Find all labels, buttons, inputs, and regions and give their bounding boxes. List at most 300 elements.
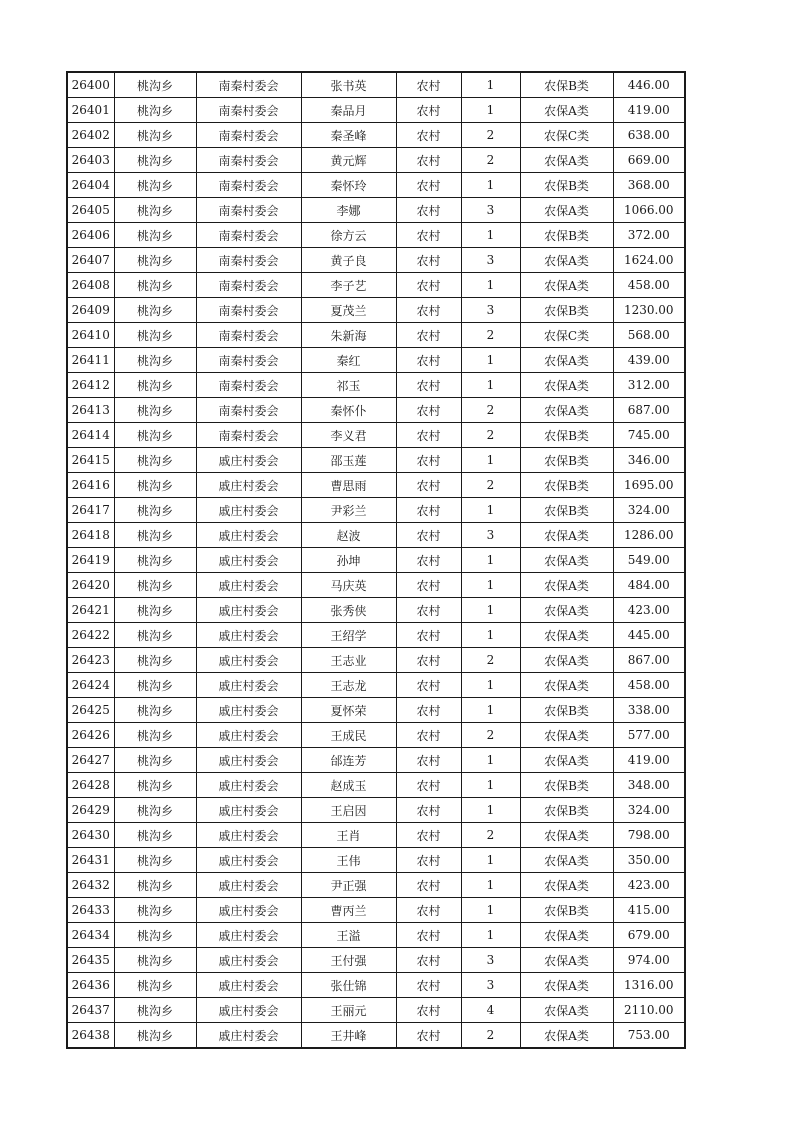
- table-row: [67, 248, 685, 273]
- cell-amount: 458.00: [613, 673, 685, 698]
- cell-village-committee: 戚庄村委会: [196, 473, 301, 498]
- cell-insurance-category: 农保B类: [520, 898, 613, 923]
- cell-person-name: 李义君: [301, 423, 396, 448]
- cell-township: 桃沟乡: [114, 873, 196, 898]
- cell-resident-type: 农村: [396, 923, 461, 948]
- cell-insurance-category: 农保A类: [520, 848, 613, 873]
- cell-resident-type: 农村: [396, 348, 461, 373]
- cell-record-id: 26431: [67, 848, 114, 873]
- cell-resident-type: 农村: [396, 748, 461, 773]
- cell-amount: 1624.00: [613, 248, 685, 273]
- cell-person-count: 2: [461, 148, 520, 173]
- cell-record-id: 26403: [67, 148, 114, 173]
- cell-amount: 577.00: [613, 723, 685, 748]
- cell-amount: 324.00: [613, 498, 685, 523]
- cell-resident-type: 农村: [396, 248, 461, 273]
- cell-record-id: 26412: [67, 373, 114, 398]
- table-row: [67, 973, 685, 998]
- cell-person-count: 2: [461, 473, 520, 498]
- cell-amount: 458.00: [613, 273, 685, 298]
- cell-resident-type: 农村: [396, 72, 461, 98]
- cell-insurance-category: 农保A类: [520, 198, 613, 223]
- cell-insurance-category: 农保A类: [520, 398, 613, 423]
- table-row: [67, 72, 685, 98]
- cell-township: 桃沟乡: [114, 373, 196, 398]
- cell-person-count: 2: [461, 648, 520, 673]
- cell-village-committee: 戚庄村委会: [196, 498, 301, 523]
- cell-township: 桃沟乡: [114, 173, 196, 198]
- cell-record-id: 26402: [67, 123, 114, 148]
- cell-village-committee: 戚庄村委会: [196, 948, 301, 973]
- cell-resident-type: 农村: [396, 273, 461, 298]
- cell-person-count: 1: [461, 448, 520, 473]
- table-row: [67, 898, 685, 923]
- cell-amount: 350.00: [613, 848, 685, 873]
- cell-amount: 484.00: [613, 573, 685, 598]
- cell-record-id: 26436: [67, 973, 114, 998]
- cell-resident-type: 农村: [396, 823, 461, 848]
- cell-village-committee: 戚庄村委会: [196, 523, 301, 548]
- cell-insurance-category: 农保A类: [520, 523, 613, 548]
- table-row: [67, 98, 685, 123]
- table-row: [67, 423, 685, 448]
- cell-person-count: 3: [461, 198, 520, 223]
- cell-record-id: 26410: [67, 323, 114, 348]
- cell-person-name: 王绍学: [301, 623, 396, 648]
- cell-resident-type: 农村: [396, 98, 461, 123]
- cell-township: 桃沟乡: [114, 523, 196, 548]
- cell-insurance-category: 农保A类: [520, 248, 613, 273]
- cell-resident-type: 农村: [396, 398, 461, 423]
- cell-person-count: 1: [461, 373, 520, 398]
- cell-amount: 867.00: [613, 648, 685, 673]
- cell-insurance-category: 农保A类: [520, 823, 613, 848]
- cell-record-id: 26429: [67, 798, 114, 823]
- cell-amount: 312.00: [613, 373, 685, 398]
- cell-resident-type: 农村: [396, 648, 461, 673]
- cell-record-id: 26421: [67, 598, 114, 623]
- cell-person-name: 马庆英: [301, 573, 396, 598]
- cell-person-name: 黄元辉: [301, 148, 396, 173]
- table-row: [67, 198, 685, 223]
- cell-resident-type: 农村: [396, 623, 461, 648]
- cell-insurance-category: 农保A类: [520, 98, 613, 123]
- cell-record-id: 26418: [67, 523, 114, 548]
- table-row: [67, 673, 685, 698]
- cell-amount: 423.00: [613, 873, 685, 898]
- cell-resident-type: 农村: [396, 873, 461, 898]
- cell-village-committee: 戚庄村委会: [196, 623, 301, 648]
- cell-amount: 446.00: [613, 72, 685, 98]
- cell-record-id: 26430: [67, 823, 114, 848]
- cell-insurance-category: 农保A类: [520, 923, 613, 948]
- cell-record-id: 26420: [67, 573, 114, 598]
- cell-amount: 745.00: [613, 423, 685, 448]
- cell-insurance-category: 农保A类: [520, 1023, 613, 1049]
- cell-amount: 1286.00: [613, 523, 685, 548]
- cell-township: 桃沟乡: [114, 648, 196, 673]
- cell-person-count: 2: [461, 423, 520, 448]
- cell-amount: 423.00: [613, 598, 685, 623]
- table-row: [67, 648, 685, 673]
- cell-person-name: 夏茂兰: [301, 298, 396, 323]
- cell-township: 桃沟乡: [114, 498, 196, 523]
- cell-person-name: 徐方云: [301, 223, 396, 248]
- cell-village-committee: 戚庄村委会: [196, 798, 301, 823]
- cell-person-name: 张仕锦: [301, 973, 396, 998]
- cell-resident-type: 农村: [396, 448, 461, 473]
- cell-insurance-category: 农保A类: [520, 998, 613, 1023]
- cell-amount: 798.00: [613, 823, 685, 848]
- cell-insurance-category: 农保B类: [520, 173, 613, 198]
- cell-township: 桃沟乡: [114, 698, 196, 723]
- cell-township: 桃沟乡: [114, 998, 196, 1023]
- table-row: [67, 948, 685, 973]
- cell-village-committee: 戚庄村委会: [196, 1023, 301, 1049]
- cell-resident-type: 农村: [396, 198, 461, 223]
- cell-resident-type: 农村: [396, 423, 461, 448]
- cell-record-id: 26413: [67, 398, 114, 423]
- cell-insurance-category: 农保A类: [520, 648, 613, 673]
- cell-record-id: 26419: [67, 548, 114, 573]
- cell-person-name: 夏怀荣: [301, 698, 396, 723]
- cell-amount: 419.00: [613, 748, 685, 773]
- table-row: [67, 698, 685, 723]
- cell-person-count: 3: [461, 973, 520, 998]
- cell-person-count: 3: [461, 948, 520, 973]
- cell-person-name: 邰连芳: [301, 748, 396, 773]
- cell-township: 桃沟乡: [114, 223, 196, 248]
- cell-amount: 974.00: [613, 948, 685, 973]
- cell-township: 桃沟乡: [114, 398, 196, 423]
- cell-insurance-category: 农保A类: [520, 673, 613, 698]
- cell-person-name: 王肖: [301, 823, 396, 848]
- cell-person-name: 尹正强: [301, 873, 396, 898]
- cell-insurance-category: 农保C类: [520, 323, 613, 348]
- cell-township: 桃沟乡: [114, 148, 196, 173]
- cell-person-name: 李子艺: [301, 273, 396, 298]
- cell-amount: 348.00: [613, 773, 685, 798]
- cell-person-name: 王伟: [301, 848, 396, 873]
- cell-village-committee: 戚庄村委会: [196, 698, 301, 723]
- cell-person-count: 1: [461, 873, 520, 898]
- cell-township: 桃沟乡: [114, 98, 196, 123]
- cell-record-id: 26406: [67, 223, 114, 248]
- cell-person-name: 秦怀玲: [301, 173, 396, 198]
- cell-amount: 372.00: [613, 223, 685, 248]
- cell-insurance-category: 农保B类: [520, 798, 613, 823]
- table-row: [67, 498, 685, 523]
- cell-person-name: 王成民: [301, 723, 396, 748]
- cell-person-name: 曹思雨: [301, 473, 396, 498]
- cell-record-id: 26404: [67, 173, 114, 198]
- table-row: [67, 123, 685, 148]
- table-row: [67, 998, 685, 1023]
- cell-township: 桃沟乡: [114, 773, 196, 798]
- cell-resident-type: 农村: [396, 298, 461, 323]
- cell-person-count: 2: [461, 723, 520, 748]
- table-row: [67, 573, 685, 598]
- cell-person-count: 1: [461, 548, 520, 573]
- cell-village-committee: 南秦村委会: [196, 273, 301, 298]
- cell-record-id: 26423: [67, 648, 114, 673]
- cell-record-id: 26405: [67, 198, 114, 223]
- table-row: [67, 773, 685, 798]
- table-row: [67, 473, 685, 498]
- cell-amount: 1316.00: [613, 973, 685, 998]
- cell-resident-type: 农村: [396, 573, 461, 598]
- cell-record-id: 26411: [67, 348, 114, 373]
- cell-person-name: 赵波: [301, 523, 396, 548]
- cell-resident-type: 农村: [396, 1023, 461, 1049]
- cell-person-count: 3: [461, 248, 520, 273]
- table-row: [67, 798, 685, 823]
- cell-insurance-category: 农保A类: [520, 873, 613, 898]
- cell-township: 桃沟乡: [114, 973, 196, 998]
- cell-insurance-category: 农保A类: [520, 948, 613, 973]
- cell-amount: 415.00: [613, 898, 685, 923]
- cell-amount: 368.00: [613, 173, 685, 198]
- cell-person-count: 2: [461, 398, 520, 423]
- table-row: [67, 298, 685, 323]
- cell-person-count: 1: [461, 223, 520, 248]
- cell-amount: 346.00: [613, 448, 685, 473]
- cell-amount: 419.00: [613, 98, 685, 123]
- cell-village-committee: 戚庄村委会: [196, 673, 301, 698]
- cell-insurance-category: 农保A类: [520, 623, 613, 648]
- payment-table-body: [67, 72, 685, 1048]
- cell-amount: 338.00: [613, 698, 685, 723]
- table-row: [67, 873, 685, 898]
- cell-township: 桃沟乡: [114, 548, 196, 573]
- cell-person-count: 1: [461, 848, 520, 873]
- cell-township: 桃沟乡: [114, 923, 196, 948]
- table-row: [67, 448, 685, 473]
- table-row: [67, 223, 685, 248]
- table-row: [67, 723, 685, 748]
- cell-amount: 753.00: [613, 1023, 685, 1049]
- cell-resident-type: 农村: [396, 523, 461, 548]
- cell-person-count: 1: [461, 72, 520, 98]
- cell-resident-type: 农村: [396, 473, 461, 498]
- cell-township: 桃沟乡: [114, 72, 196, 98]
- cell-township: 桃沟乡: [114, 823, 196, 848]
- cell-township: 桃沟乡: [114, 123, 196, 148]
- cell-record-id: 26432: [67, 873, 114, 898]
- cell-township: 桃沟乡: [114, 848, 196, 873]
- cell-amount: 324.00: [613, 798, 685, 823]
- cell-village-committee: 戚庄村委会: [196, 973, 301, 998]
- cell-person-count: 2: [461, 1023, 520, 1049]
- cell-village-committee: 南秦村委会: [196, 198, 301, 223]
- cell-amount: 445.00: [613, 623, 685, 648]
- cell-amount: 687.00: [613, 398, 685, 423]
- table-row: [67, 623, 685, 648]
- cell-resident-type: 农村: [396, 123, 461, 148]
- cell-township: 桃沟乡: [114, 898, 196, 923]
- table-row: [67, 923, 685, 948]
- cell-resident-type: 农村: [396, 898, 461, 923]
- cell-village-committee: 戚庄村委会: [196, 823, 301, 848]
- cell-township: 桃沟乡: [114, 623, 196, 648]
- cell-person-count: 1: [461, 673, 520, 698]
- cell-person-count: 1: [461, 598, 520, 623]
- cell-person-count: 2: [461, 123, 520, 148]
- cell-village-committee: 南秦村委会: [196, 72, 301, 98]
- cell-resident-type: 农村: [396, 973, 461, 998]
- cell-record-id: 26435: [67, 948, 114, 973]
- cell-township: 桃沟乡: [114, 948, 196, 973]
- cell-amount: 1230.00: [613, 298, 685, 323]
- cell-insurance-category: 农保A类: [520, 548, 613, 573]
- cell-insurance-category: 农保A类: [520, 723, 613, 748]
- cell-record-id: 26426: [67, 723, 114, 748]
- cell-person-name: 王启因: [301, 798, 396, 823]
- cell-person-count: 4: [461, 998, 520, 1023]
- cell-person-count: 1: [461, 498, 520, 523]
- cell-person-name: 王丽元: [301, 998, 396, 1023]
- cell-resident-type: 农村: [396, 773, 461, 798]
- cell-village-committee: 南秦村委会: [196, 248, 301, 273]
- cell-person-count: 1: [461, 748, 520, 773]
- cell-insurance-category: 农保B类: [520, 298, 613, 323]
- cell-township: 桃沟乡: [114, 298, 196, 323]
- cell-township: 桃沟乡: [114, 198, 196, 223]
- cell-insurance-category: 农保B类: [520, 698, 613, 723]
- cell-township: 桃沟乡: [114, 598, 196, 623]
- cell-record-id: 26409: [67, 298, 114, 323]
- cell-village-committee: 戚庄村委会: [196, 598, 301, 623]
- cell-resident-type: 农村: [396, 723, 461, 748]
- cell-person-name: 孙坤: [301, 548, 396, 573]
- cell-record-id: 26408: [67, 273, 114, 298]
- cell-insurance-category: 农保B类: [520, 448, 613, 473]
- cell-person-count: 2: [461, 823, 520, 848]
- cell-resident-type: 农村: [396, 323, 461, 348]
- cell-township: 桃沟乡: [114, 273, 196, 298]
- cell-village-committee: 南秦村委会: [196, 173, 301, 198]
- cell-village-committee: 戚庄村委会: [196, 923, 301, 948]
- cell-person-name: 祁玉: [301, 373, 396, 398]
- table-row: [67, 148, 685, 173]
- table-row: [67, 1023, 685, 1049]
- cell-resident-type: 农村: [396, 548, 461, 573]
- table-row: [67, 373, 685, 398]
- cell-village-committee: 戚庄村委会: [196, 898, 301, 923]
- cell-record-id: 26438: [67, 1023, 114, 1049]
- cell-record-id: 26433: [67, 898, 114, 923]
- cell-resident-type: 农村: [396, 373, 461, 398]
- cell-record-id: 26415: [67, 448, 114, 473]
- cell-village-committee: 南秦村委会: [196, 373, 301, 398]
- cell-village-committee: 戚庄村委会: [196, 848, 301, 873]
- cell-insurance-category: 农保A类: [520, 348, 613, 373]
- cell-person-count: 1: [461, 698, 520, 723]
- table-row: [67, 848, 685, 873]
- cell-insurance-category: 农保A类: [520, 598, 613, 623]
- cell-amount: 638.00: [613, 123, 685, 148]
- cell-person-name: 黄子良: [301, 248, 396, 273]
- cell-township: 桃沟乡: [114, 748, 196, 773]
- cell-village-committee: 南秦村委会: [196, 323, 301, 348]
- cell-person-name: 赵成玉: [301, 773, 396, 798]
- cell-insurance-category: 农保B类: [520, 498, 613, 523]
- cell-amount: 1695.00: [613, 473, 685, 498]
- cell-insurance-category: 农保B类: [520, 773, 613, 798]
- cell-person-count: 1: [461, 573, 520, 598]
- cell-person-name: 秦红: [301, 348, 396, 373]
- cell-record-id: 26407: [67, 248, 114, 273]
- cell-village-committee: 戚庄村委会: [196, 723, 301, 748]
- cell-person-count: 1: [461, 898, 520, 923]
- cell-insurance-category: 农保B类: [520, 223, 613, 248]
- cell-village-committee: 戚庄村委会: [196, 648, 301, 673]
- cell-record-id: 26437: [67, 998, 114, 1023]
- cell-person-name: 王井峰: [301, 1023, 396, 1049]
- table-row: [67, 173, 685, 198]
- cell-resident-type: 农村: [396, 698, 461, 723]
- cell-record-id: 26401: [67, 98, 114, 123]
- cell-person-count: 1: [461, 98, 520, 123]
- cell-village-committee: 南秦村委会: [196, 223, 301, 248]
- cell-person-name: 朱新海: [301, 323, 396, 348]
- cell-person-count: 1: [461, 798, 520, 823]
- cell-insurance-category: 农保A类: [520, 373, 613, 398]
- cell-record-id: 26414: [67, 423, 114, 448]
- cell-insurance-category: 农保B类: [520, 473, 613, 498]
- cell-village-committee: 戚庄村委会: [196, 998, 301, 1023]
- cell-resident-type: 农村: [396, 673, 461, 698]
- cell-person-name: 王溢: [301, 923, 396, 948]
- cell-township: 桃沟乡: [114, 423, 196, 448]
- table-row: [67, 323, 685, 348]
- cell-amount: 679.00: [613, 923, 685, 948]
- cell-person-name: 张书英: [301, 72, 396, 98]
- cell-resident-type: 农村: [396, 173, 461, 198]
- cell-person-name: 王付强: [301, 948, 396, 973]
- cell-record-id: 26417: [67, 498, 114, 523]
- cell-amount: 1066.00: [613, 198, 685, 223]
- table-row: [67, 523, 685, 548]
- cell-insurance-category: 农保A类: [520, 748, 613, 773]
- cell-township: 桃沟乡: [114, 473, 196, 498]
- cell-person-name: 秦品月: [301, 98, 396, 123]
- cell-township: 桃沟乡: [114, 673, 196, 698]
- cell-insurance-category: 农保C类: [520, 123, 613, 148]
- table-row: [67, 823, 685, 848]
- cell-village-committee: 南秦村委会: [196, 298, 301, 323]
- table-row: [67, 748, 685, 773]
- cell-person-name: 尹彩兰: [301, 498, 396, 523]
- cell-township: 桃沟乡: [114, 1023, 196, 1049]
- cell-record-id: 26424: [67, 673, 114, 698]
- cell-township: 桃沟乡: [114, 448, 196, 473]
- cell-record-id: 26434: [67, 923, 114, 948]
- cell-township: 桃沟乡: [114, 723, 196, 748]
- table-row: [67, 348, 685, 373]
- cell-amount: 439.00: [613, 348, 685, 373]
- cell-person-count: 2: [461, 323, 520, 348]
- cell-resident-type: 农村: [396, 598, 461, 623]
- cell-record-id: 26400: [67, 72, 114, 98]
- cell-resident-type: 农村: [396, 998, 461, 1023]
- cell-record-id: 26425: [67, 698, 114, 723]
- cell-village-committee: 戚庄村委会: [196, 748, 301, 773]
- cell-township: 桃沟乡: [114, 348, 196, 373]
- cell-insurance-category: 农保A类: [520, 573, 613, 598]
- cell-record-id: 26422: [67, 623, 114, 648]
- cell-village-committee: 戚庄村委会: [196, 548, 301, 573]
